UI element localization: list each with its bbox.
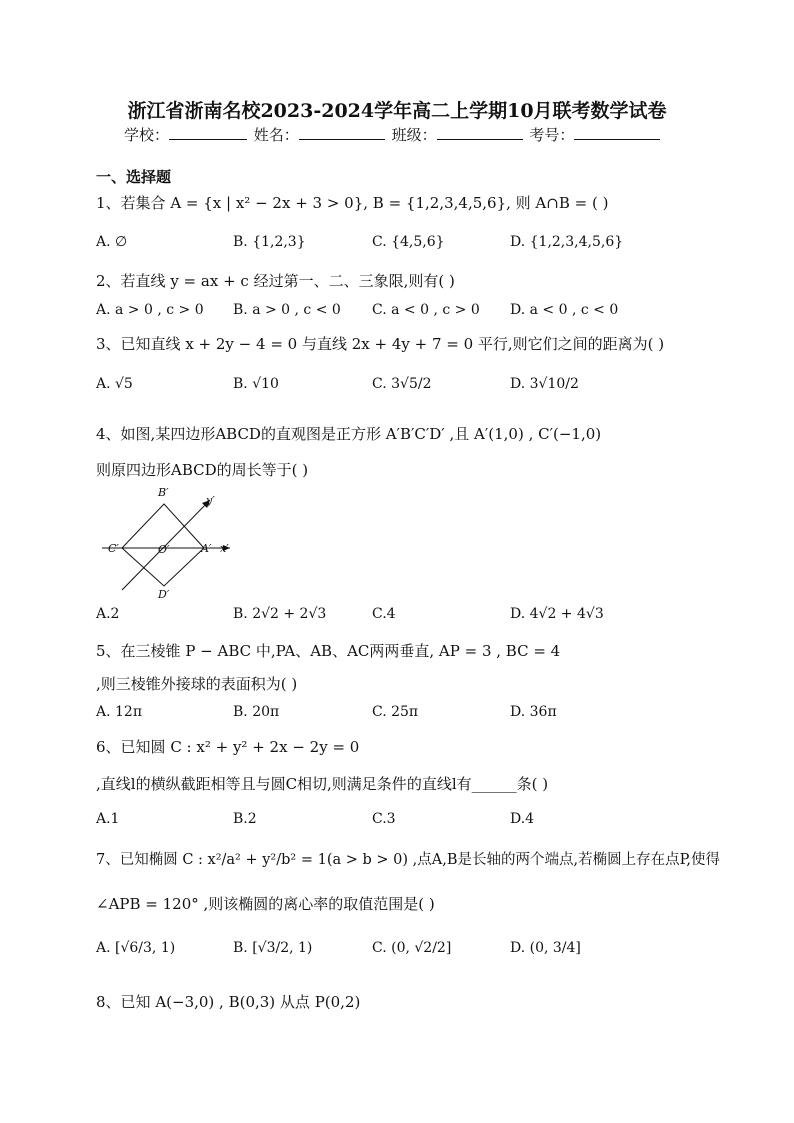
question-4	[96, 423, 601, 444]
question-7-line-2: ∠APB = 120° ,则该椭圆的离心率的取值范围是( )	[96, 895, 435, 913]
oblique-figure	[92, 482, 242, 600]
label-a: A′	[201, 542, 212, 555]
q4-option-a: A.2	[96, 606, 120, 622]
page-title: 浙江省浙南名校2023-2024学年高二上学期10月联考数学试卷	[127, 100, 667, 122]
q5-option-d: D. 36π	[510, 704, 557, 720]
q7-option-b: B. [√3/2, 1)	[233, 940, 313, 956]
question-text: 已知椭圆 C : x²/a² + y²/b² = 1(a > b > 0) ,点A,B是长轴的两个端点,若椭圆上存在点P,使得	[119, 852, 721, 868]
question-text: 在三棱锥 P − ABC 中,PA、AB、AC两两垂直, AP = 3 , BC = 4	[120, 642, 561, 660]
q5-option-c: C. 25π	[372, 704, 419, 720]
question-1	[96, 192, 608, 213]
q5-option-b: B. 20π	[233, 704, 280, 720]
question-number: 6、	[96, 738, 121, 756]
exam-number-label: 考号：	[529, 126, 575, 144]
label-c: C′	[108, 542, 119, 555]
question-number: 1、	[96, 194, 121, 212]
q1-option-a: A. ∅	[96, 234, 128, 250]
q4-option-b: B. 2√2 + 2√3	[233, 606, 327, 622]
q6-option-b: B.2	[233, 811, 257, 827]
question-text: 已知直线 x + 2y − 4 = 0 与直线 2x + 4y + 7 = 0 平行,则它们之间的距离为( )	[120, 335, 665, 353]
q7-option-a: A. [√6/3, 1)	[96, 940, 176, 956]
question-5-line-2: ,则三棱锥外接球的表面积为( )	[96, 675, 298, 693]
q1-option-c: C. {4,5,6}	[372, 234, 445, 250]
q4-option-c: C.4	[372, 606, 396, 622]
q2-option-a: A. a > 0 , c > 0	[96, 302, 204, 318]
name-label: 姓名：	[253, 126, 299, 144]
question-text: 若集合 A = {x | x² − 2x + 3 > 0}, B = {1,2,3,4,5,6}, 则 A∩B = ( )	[120, 194, 609, 212]
question-7	[96, 848, 720, 869]
question-8	[96, 991, 360, 1012]
school-label: 学校：	[124, 126, 170, 144]
question-number: 5、	[96, 642, 121, 660]
question-5	[96, 640, 560, 661]
class-label: 班级：	[391, 126, 437, 144]
q5-option-a: A. 12π	[96, 704, 143, 720]
q6-option-c: C.3	[372, 811, 396, 827]
class-blank[interactable]	[437, 125, 523, 140]
question-text: 已知 A(−3,0) , B(0,3) 从点 P(0,2)	[120, 993, 361, 1011]
label-d: D′	[158, 588, 170, 600]
q4-option-d: D. 4√2 + 4√3	[510, 606, 604, 622]
label-y: y′	[206, 494, 215, 507]
question-number: 8、	[96, 993, 121, 1011]
question-3	[96, 333, 664, 354]
q2-option-c: C. a < 0 , c > 0	[372, 302, 480, 318]
q1-option-d: D. {1,2,3,4,5,6}	[510, 234, 624, 250]
school-blank[interactable]	[169, 125, 247, 140]
q3-option-b: B. √10	[233, 376, 279, 392]
label-x: x′	[220, 542, 229, 555]
section-heading: 一、选择题	[96, 168, 172, 186]
student-info-line	[124, 124, 662, 145]
name-blank[interactable]	[299, 125, 385, 140]
label-o: O′	[158, 543, 170, 556]
question-6-line-2: ,直线l的横纵截距相等且与圆C相切,则满足条件的直线l有______条( )	[96, 775, 549, 793]
q3-option-c: C. 3√5/2	[372, 376, 432, 392]
question-text: 如图,某四边形ABCD的直观图是正方形 A′B′C′D′ ,且 A′(1,0) , C′(−1,0)	[120, 425, 602, 443]
q2-option-b: B. a > 0 , c < 0	[233, 302, 341, 318]
question-4-line-2: 则原四边形ABCD的周长等于( )	[96, 461, 309, 479]
q7-option-c: C. (0, √2/2]	[372, 940, 452, 956]
q6-option-a: A.1	[96, 811, 120, 827]
exam-number-blank[interactable]	[574, 125, 660, 140]
q3-option-a: A. √5	[96, 376, 133, 392]
question-6	[96, 736, 359, 757]
question-number: 2、	[96, 272, 121, 290]
question-2	[96, 270, 455, 291]
question-text: 若直线 y = ax + c 经过第一、二、三象限,则有( )	[120, 272, 455, 290]
q2-option-d: D. a < 0 , c < 0	[510, 302, 619, 318]
question-number: 4、	[96, 425, 121, 443]
q1-option-b: B. {1,2,3}	[233, 234, 306, 250]
question-text: 已知圆 C : x² + y² + 2x − 2y = 0	[120, 738, 360, 756]
q7-option-d: D. (0, 3/4]	[510, 940, 581, 956]
question-number: 7、	[96, 852, 120, 868]
label-b: B′	[158, 486, 169, 499]
q6-option-d: D.4	[510, 811, 535, 827]
question-number: 3、	[96, 335, 121, 353]
q3-option-d: D. 3√10/2	[510, 376, 579, 392]
